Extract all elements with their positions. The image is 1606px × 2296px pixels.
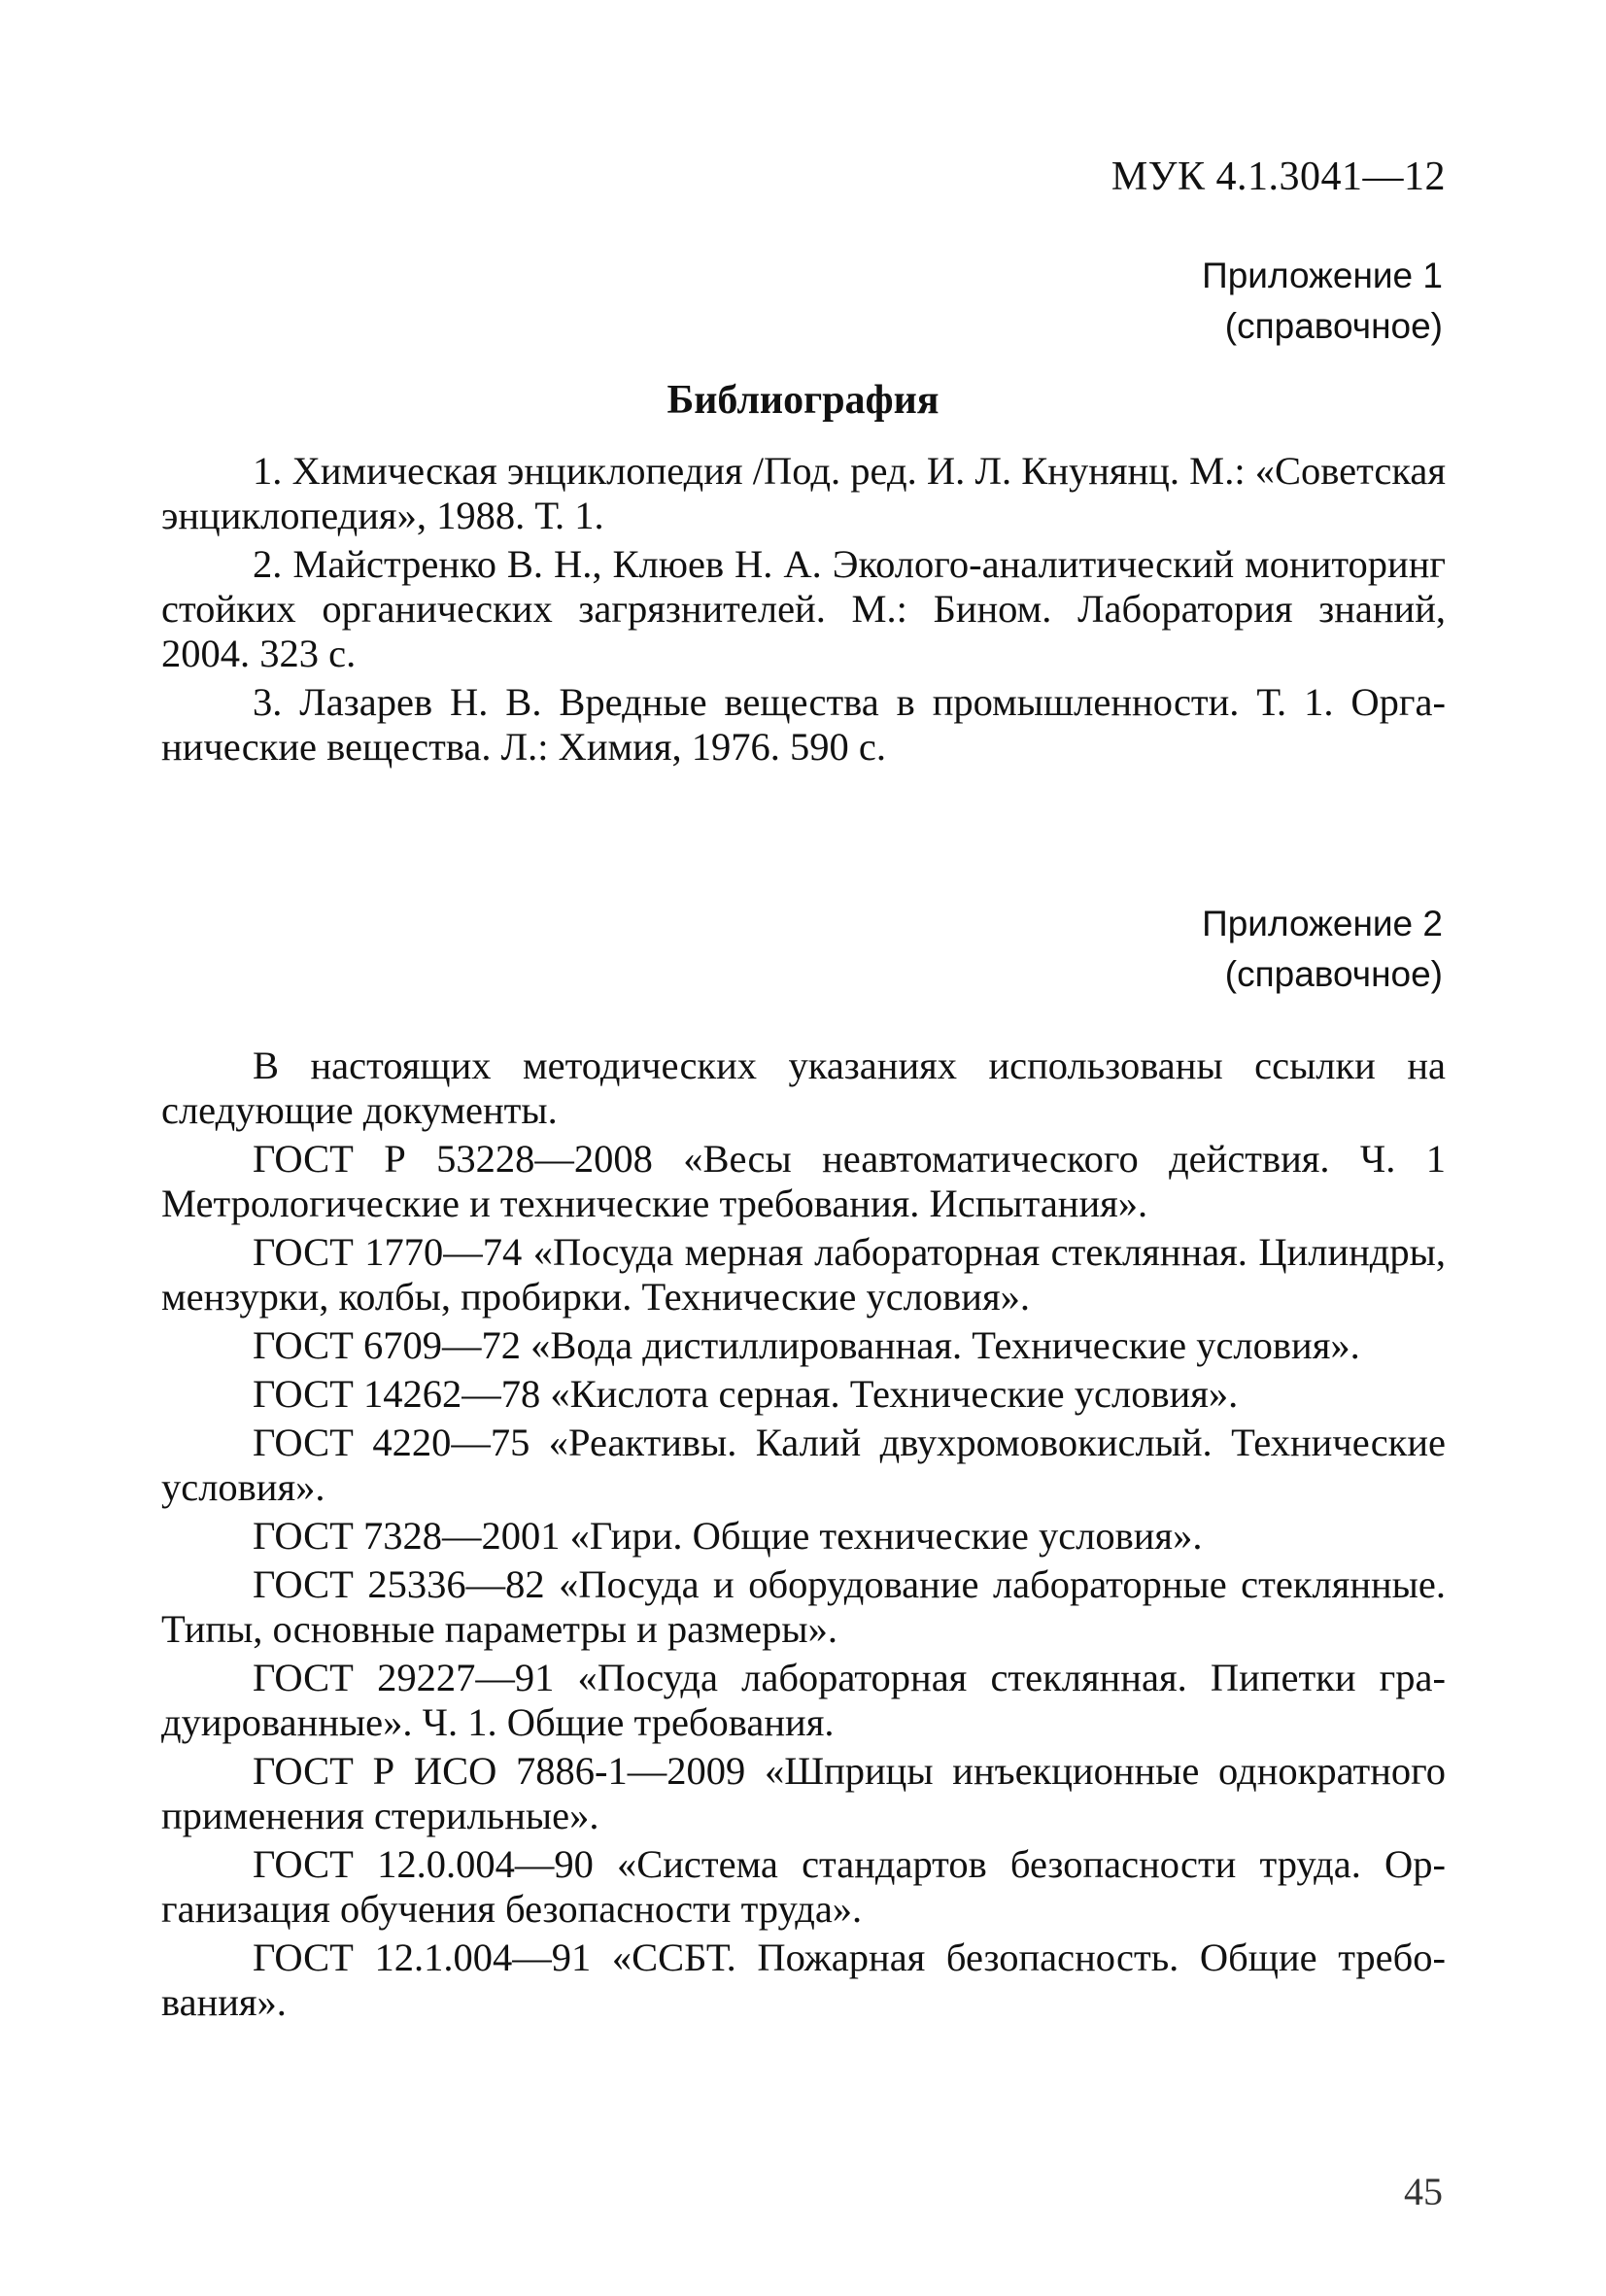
bibliography-list xyxy=(161,449,1446,773)
appendix-1-label xyxy=(1202,251,1443,352)
references-intro: В настоящих методических указаниях использованы ссылки на следующие документы. xyxy=(161,1044,1446,1132)
document-code: МУК 4.1.3041—12 xyxy=(1111,154,1446,199)
reference-item: ГОСТ Р 53228—2008 «Весы неавтоматического действия. Ч. 1 Метрологические и технические требования. Испытания». xyxy=(161,1137,1446,1225)
bibliography-item: 2. Майстренко В. Н., Клюев Н. А. Эколого-аналитический мониторинг стойких органических загрязнителей. М.: Бином. Лаборатория знаний, 2004. 323 с. xyxy=(161,542,1446,675)
appendix-label: Приложение 1 xyxy=(1202,256,1443,295)
reference-item: ГОСТ 29227—91 «Посуда лабораторная стеклянная. Пипетки градуированные». Ч. 1. Общие требования. xyxy=(161,1656,1446,1744)
reference-item: ГОСТ 12.0.004—90 «Система стандартов безопасности труда. Организация обучения безопасности труда». xyxy=(161,1842,1446,1931)
reference-item: ГОСТ 6709—72 «Вода дистиллированная. Технические условия». xyxy=(253,1323,1360,1367)
bibliography-title: Библиография xyxy=(666,378,940,423)
reference-item: ГОСТ 7328—2001 «Гири. Общие технические условия». xyxy=(253,1514,1203,1558)
reference-item: ГОСТ Р ИСО 7886-1—2009 «Шприцы инъекционные однократного применения стерильные». xyxy=(161,1749,1446,1837)
appendix-label: Приложение 2 xyxy=(1202,904,1443,943)
reference-item: ГОСТ 4220—75 «Реактивы. Калий двухромовокислый. Технические условия». xyxy=(161,1421,1446,1509)
reference-item: ГОСТ 14262—78 «Кислота серная. Технические условия». xyxy=(253,1372,1239,1416)
appendix-type: (справочное) xyxy=(1224,306,1443,346)
appendix-type: (справочное) xyxy=(1224,954,1443,994)
appendix-2-label xyxy=(1202,899,1443,1000)
bibliography-item: 1. Химическая энциклопедия /Под. ред. И. Л. Кнунянц. М.: «Советская энциклопедия», 1988. Т. 1. xyxy=(161,449,1446,537)
reference-item: ГОСТ 1770—74 «Посуда мерная лабораторная стеклянная. Цилиндры, мензурки, колбы, пробирки. Технические условия». xyxy=(161,1230,1446,1319)
page-number: 45 xyxy=(1404,2170,1443,2213)
bibliography-item: 3. Лазарев Н. В. Вредные вещества в промышленности. Т. 1. Органические вещества. Л.: Химия, 1976. 590 с. xyxy=(161,680,1446,769)
references-section xyxy=(161,1044,1446,2029)
reference-item: ГОСТ 25336—82 «Посуда и оборудование лабораторные стеклянные. Типы, основные параметры и размеры». xyxy=(161,1562,1446,1651)
reference-item: ГОСТ 12.1.004—91 «ССБТ. Пожарная безопасность. Общие требования». xyxy=(161,1936,1446,2024)
